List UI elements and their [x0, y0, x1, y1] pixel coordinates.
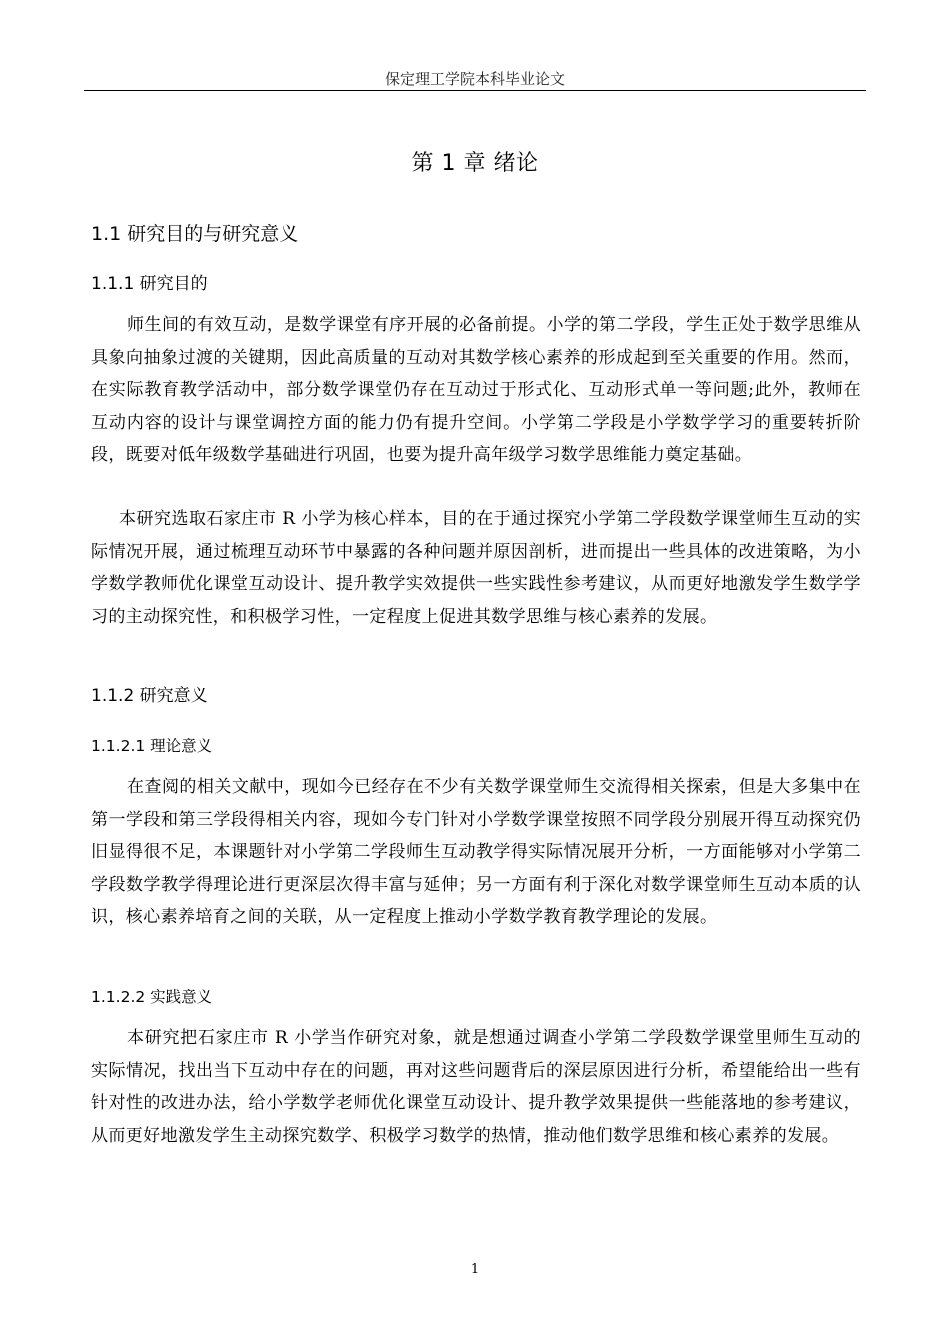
section-heading-1-1-2-1: 1.1.2.1 理论意义 — [91, 737, 213, 755]
paragraph-research-purpose-1: 师生间的有效互动，是数学课堂有序开展的必备前提。小学的第二学段，学生正处于数学思维从具象向抽象过渡的关键期，因此高质量的互动对其数学核心素养的形成起到至关重要的作用。然而，在实际教育教学活动中，部分数学课堂仍存在互动过于形式化、互动形式单一等问题;此外，教师在互动内容的设计与课堂调控方面的能力仍有提升空间。小学第二学段是小学数学学习的重要转折阶段，既要对低年级数学基础进行巩固，也要为提升高年级学习数学思维能力奠定基础。 — [91, 315, 861, 465]
paragraph-research-purpose-2: 本研究选取石家庄市 R 小学为核心样本，目的在于通过探究小学第二学段数学课堂师生互动的实际情况开展，通过梳理互动环节中暴露的各种问题并原因剖析，进而提出一些具体的改进策略，为小学数学教师优化课堂互动设计、提升教学实效提供一些实践性参考建议，从而更好地激发学生数学学习的主动探究性，和积极学习性，一定程度上促进其数学思维与核心素养的发展。 — [91, 509, 861, 627]
section-heading-1-1: 1.1 研究目的与研究意义 — [91, 223, 299, 245]
section-heading-1-1-1: 1.1.1 研究目的 — [91, 274, 208, 294]
section-heading-1-1-2-2: 1.1.2.2 实践意义 — [91, 988, 213, 1006]
page-number: 1 — [470, 1262, 480, 1277]
running-header: 保定理工学院本科毕业论文 — [384, 70, 565, 88]
chapter-title: 第 1 章 绪论 — [411, 151, 539, 176]
section-heading-1-1-2: 1.1.2 研究意义 — [91, 686, 208, 706]
paragraph-practical-significance: 本研究把石家庄市 R 小学当作研究对象，就是想通过调查小学第二学段数学课堂里师生互动的实际情况，找出当下互动中存在的问题，再对这些问题背后的深层原因进行分析，希望能给出一些有针对性的改进办法，给小学数学老师优化课堂互动设计、提升教学效果提供一些能落地的参考建议，从而更好地激发学生主动探究数学、积极学习数学的热情，推动他们数学思维和核心素养的发展。 — [91, 1028, 861, 1146]
header-divider — [84, 90, 866, 91]
paragraph-theoretical-significance: 在查阅的相关文献中，现如今已经存在不少有关数学课堂师生交流得相关探索，但是大多集中在第一学段和第三学段得相关内容，现如今专门针对小学数学课堂按照不同学段分别展开得互动探究仍旧显得很不足，本课题针对小学第二学段师生互动教学得实际情况展开分析，一方面能够对小学第二学段数学教学得理论进行更深层次得丰富与延伸；另一方面有利于深化对数学课堂师生互动本质的认识，核心素养培育之间的关联，从一定程度上推动小学数学教育教学理论的发展。 — [91, 777, 861, 927]
